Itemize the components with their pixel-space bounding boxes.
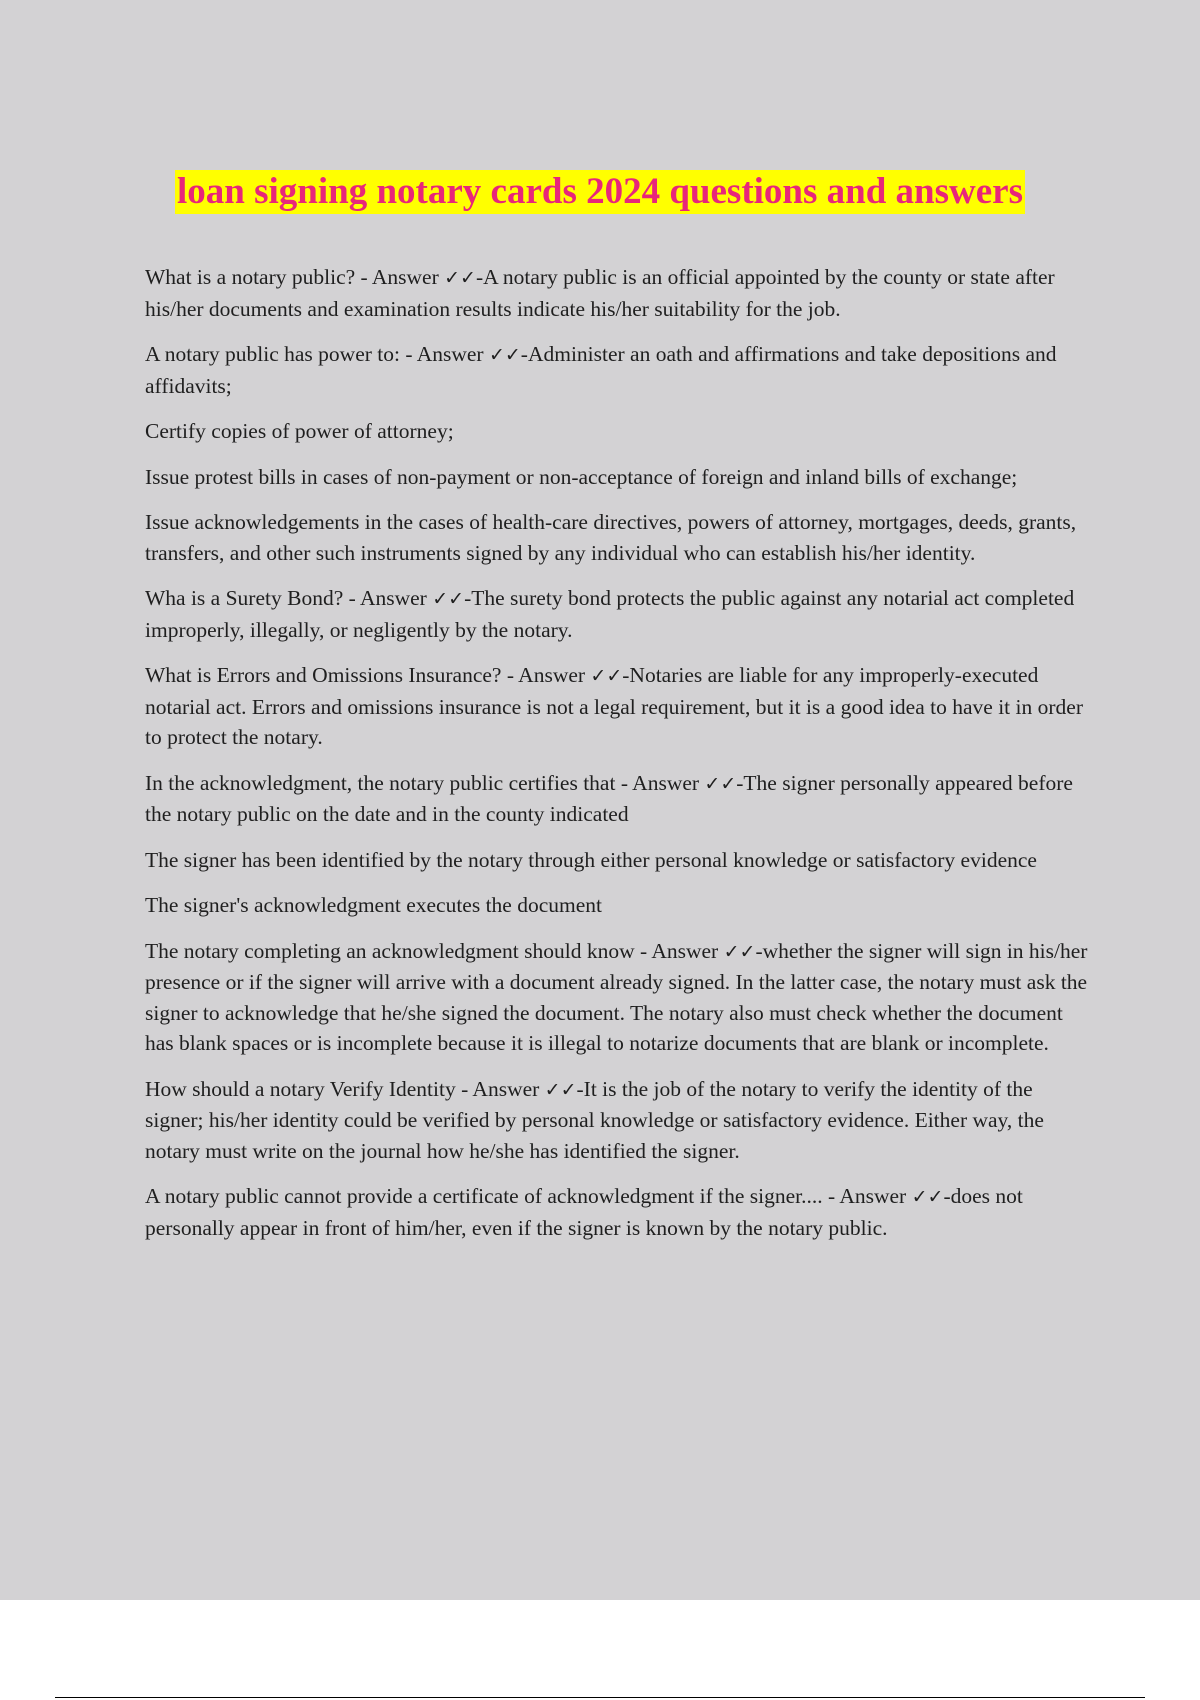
question-text: The notary completing an acknowledgment should know - Answer <box>145 938 724 963</box>
answer-text: -Administer an oath and affirmations and take depositions and affidavits; <box>145 342 1057 398</box>
question-text: Wha is a Surety Bond? - Answer <box>145 586 433 610</box>
paragraph-8 <box>145 768 1095 830</box>
paragraph-3: Certify copies of power of attorney; <box>145 419 454 443</box>
paragraph-5: Issue acknowledgements in the cases of health-care directives, powers of attorney, mortgages, deeds, grants, transfers, and other such instruments signed by any individual who can establish his/her identity. <box>145 510 1077 565</box>
question-text: A notary public has power to: - Answer <box>145 342 489 366</box>
question-text: In the acknowledgment, the notary public certifies that - Answer <box>145 770 705 795</box>
paragraph-1 <box>145 262 1095 324</box>
paragraph-7 <box>145 660 1095 753</box>
check-mark-icon: ✓✓ <box>590 665 623 687</box>
question-text: What is a notary public? - Answer <box>145 265 445 289</box>
paragraph-9: The signer has been identified by the notary through either personal knowledge or satisfactory evidence <box>145 847 1037 872</box>
answer-text: -The surety bond protects the public against any notarial act completed improperly, illegally, or negligently by the notary. <box>145 586 1075 642</box>
answer-text: -does not personally appear in front of him/her, even if the signer is known by the notary public. <box>145 1184 1023 1240</box>
paragraph-6 <box>145 583 1095 645</box>
paragraph-13 <box>145 1181 1095 1243</box>
answer-text: -whether the signer will sign in his/her presence or if the signer will arrive with a document already signed. In the latter case, the notary must ask the signer to acknowledge that he/she signed the document. The notary also must check whether the document has blank spaces or is incomplete because it is illegal to notarize documents that are blank or incomplete. <box>145 938 1088 1055</box>
document-title: loan signing notary cards 2024 questions and answers <box>176 171 1023 212</box>
question-text: What is Errors and Omissions Insurance? - Answer <box>145 663 591 687</box>
title-wrapper <box>0 170 1200 214</box>
check-mark-icon: ✓✓ <box>704 772 737 795</box>
check-mark-icon: ✓✓ <box>432 588 465 610</box>
footer-divider <box>55 1697 1145 1698</box>
document-body <box>145 262 1095 1258</box>
check-mark-icon: ✓✓ <box>488 344 521 366</box>
check-mark-icon: ✓✓ <box>544 1078 577 1101</box>
question-text: A notary public cannot provide a certificate of acknowledgment if the signer.... - Answer <box>145 1184 912 1208</box>
paragraph-2 <box>145 339 1095 401</box>
answer-text: -Notaries are liable for any improperly-executed notarial act. Errors and omissions insurance is not a legal requirement, but it is a good idea to have it in order to protect the notary. <box>145 663 1083 749</box>
paragraph-11 <box>145 936 1095 1059</box>
answer-text: -It is the job of the notary to verify the identity of the signer; his/her identity could be verified by personal knowledge or satisfactory evidence. Either way, the notary must write on the journal how he/she has identified the signer. <box>145 1076 1044 1163</box>
paragraph-4: Issue protest bills in cases of non-payment or non-acceptance of foreign and inland bills of exchange; <box>145 464 1018 489</box>
paragraph-10: The signer's acknowledgment executes the document <box>145 893 603 917</box>
answer-text: -The signer personally appeared before the notary public on the date and in the county indicated <box>145 770 1073 826</box>
paragraph-12 <box>145 1074 1095 1167</box>
check-mark-icon: ✓✓ <box>444 267 476 289</box>
question-text: How should a notary Verify Identity - Answer <box>145 1076 545 1101</box>
check-mark-icon: ✓✓ <box>723 940 756 963</box>
answer-text: -A notary public is an official appointed by the county or state after his/her documents and examination results indicate his/her suitability for the job. <box>145 265 1055 321</box>
check-mark-icon: ✓✓ <box>911 1186 944 1208</box>
